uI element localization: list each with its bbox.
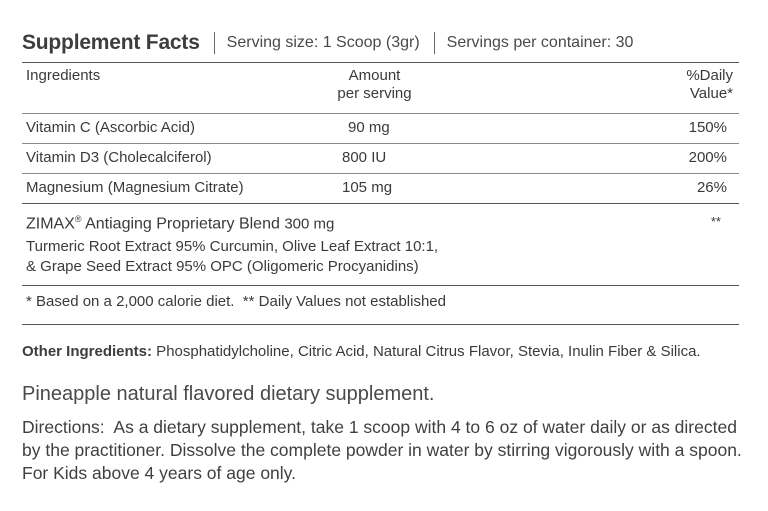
daily-value-header-line2: Value* [689, 85, 733, 102]
directions-text: Directions: As a dietary supplement, take 1 scoop with 4 to 6 oz of water daily or as directed by the practitioner. Dissolve the complete powder in water by stirring vigorously with a spoon. For Kids above 4 years of age only. [22, 417, 752, 483]
blend-description-line: Turmeric Root Extract 95% Curcumin, Olive Leaf Extract 10:1, [26, 238, 439, 255]
blend-title [26, 214, 334, 233]
serving-size: Serving size: 1 Scoop (3gr) [226, 34, 420, 51]
other-ingredients-text: Phosphatidylcholine, Citric Acid, Natural Citrus Flavor, Stevia, Inulin Fiber & Silica. [152, 343, 701, 360]
other-ingredients-label: Other Ingredients: [22, 343, 153, 360]
nutrient-amount: 90 mg [348, 119, 390, 136]
ingredients-header: Ingredients [26, 67, 101, 84]
blend-description-line: & Grape Seed Extract 95% OPC (Oligomeric Procyanidins) [26, 258, 419, 275]
amount-header [322, 67, 427, 103]
nutrient-row [22, 113, 739, 143]
nutrient-daily-value: 150% [688, 119, 727, 136]
nutrient-daily-value: 200% [688, 149, 727, 166]
amount-header-line2: per serving [337, 85, 412, 102]
blend-brand: ZIMAX [26, 215, 75, 233]
nutrient-name: Vitamin D3 (Cholecalciferol) [26, 149, 212, 166]
registered-mark: ® [74, 214, 82, 224]
daily-value-header-line1: %Daily [686, 67, 733, 84]
nutrient-name: Vitamin C (Ascorbic Acid) [26, 119, 195, 136]
blend-description [26, 237, 586, 277]
column-headers [22, 63, 739, 113]
panel-header [22, 24, 739, 62]
blend-daily-value: ** [710, 214, 721, 229]
footnote: * Based on a 2,000 calorie diet. ** Daily Values not established [26, 293, 446, 310]
amount-header-line1: Amount [348, 67, 401, 84]
proprietary-blend [22, 203, 739, 285]
blend-amount: 300 mg [284, 215, 335, 233]
product-tagline: Pineapple natural flavored dietary supplement. [22, 383, 435, 405]
header-divider [214, 32, 215, 54]
blend-name: Antiaging Proprietary Blend [81, 215, 285, 233]
nutrient-row [22, 143, 739, 173]
nutrient-row [22, 173, 739, 203]
nutrient-amount: 105 mg [342, 179, 393, 196]
nutrient-daily-value: 26% [696, 179, 727, 196]
supplement-facts-panel [22, 24, 739, 325]
panel-title: Supplement Facts [22, 31, 200, 54]
daily-value-header [686, 67, 733, 103]
nutrient-amount: 800 IU [342, 149, 387, 166]
footnote-row [22, 285, 739, 325]
header-divider [434, 32, 435, 54]
other-ingredients [22, 342, 742, 361]
servings-per-container: Servings per container: 30 [446, 34, 634, 51]
nutrient-name: Magnesium (Magnesium Citrate) [26, 179, 244, 196]
